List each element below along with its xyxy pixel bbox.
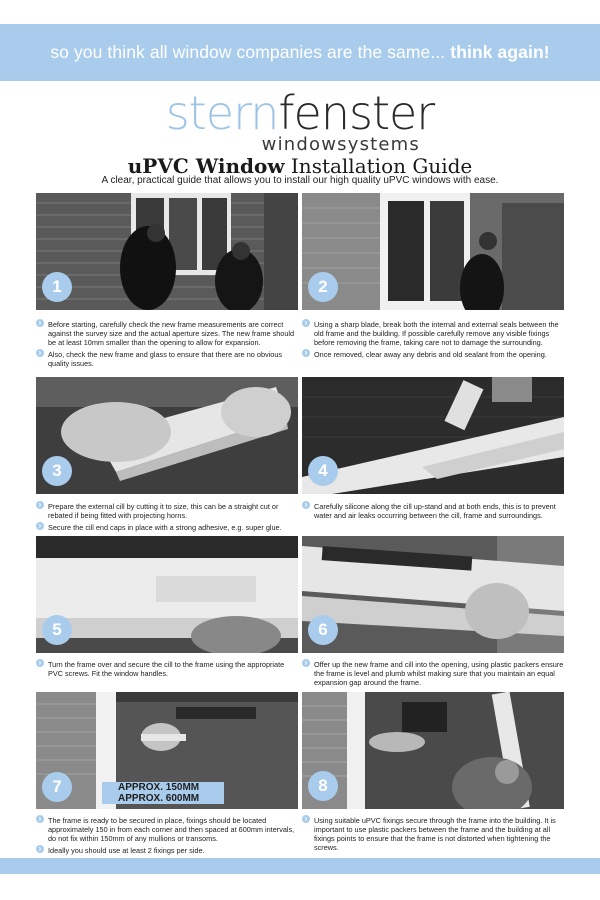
step-6-line-1: › Offer up the new frame and cill into the opening, using plastic packers ensure the frame is level and plumb whilst making sure that you maintain an equal expansion gap around the frame. bbox=[302, 660, 564, 687]
page-subtitle: A clear, practical guide that allows you to install our high quality uPVC windows with ease. bbox=[101, 175, 499, 186]
step-6-caption bbox=[302, 660, 564, 690]
step-8-badge: 8 bbox=[308, 771, 338, 801]
step-7-caption bbox=[36, 816, 298, 858]
step-5-photo bbox=[36, 536, 298, 653]
logo-part-1: stern bbox=[165, 86, 279, 140]
title-bold: uPVC Window bbox=[127, 154, 285, 178]
step-3-line-1: › Prepare the external cill by cutting it to size, this can be a straight cut or rebated if being fitted with projecting horns. bbox=[36, 502, 298, 520]
step-1-photo bbox=[36, 193, 298, 310]
step-2-caption bbox=[302, 320, 564, 362]
top-banner bbox=[0, 24, 600, 81]
step-7-badge: 7 bbox=[42, 772, 72, 802]
step-4-photo bbox=[302, 377, 564, 494]
title-rest: Installation Guide bbox=[290, 154, 473, 178]
step-3-caption bbox=[36, 502, 298, 535]
footer-band bbox=[0, 858, 600, 874]
step-6-badge: 6 bbox=[308, 615, 338, 645]
step-6-photo bbox=[302, 536, 564, 653]
step-1-line-2: › Also, check the new frame and glass to ensure that there are no obvious quality issues. bbox=[36, 350, 298, 368]
step-3-badge: 3 bbox=[42, 456, 72, 486]
step-7-line-1: › The frame is ready to be secured in place, fixings should be located approximately 150 in from each corner and then spaced at 600mm intervals, do not fix within 150mm of any mullions or transoms. bbox=[36, 816, 298, 843]
step-8-photo bbox=[302, 692, 564, 809]
step-8-line-1: › Using suitable uPVC fixings secure through the frame into the building. It is important to use plastic packers between the frame and the building at all fixings points to ensure that the frame is not distorted when tightening the screws. bbox=[302, 816, 564, 852]
logo-part-2: fenster bbox=[278, 86, 435, 140]
logo-subtitle: windowsystems bbox=[261, 134, 420, 155]
step-1-caption bbox=[36, 320, 298, 371]
step-8-caption bbox=[302, 816, 564, 855]
step-2-photo bbox=[302, 193, 564, 310]
brand-logo bbox=[0, 86, 600, 155]
step-4-caption bbox=[302, 502, 564, 523]
approx-measurement-label bbox=[102, 782, 224, 804]
banner-bold-text: think again! bbox=[450, 42, 550, 62]
step-3-line-2: › Secure the cill end caps in place with a strong adhesive, e.g. super glue. bbox=[36, 523, 298, 532]
step-2-line-2: › Once removed, clear away any debris and old sealant from the opening. bbox=[302, 350, 564, 359]
step-5-caption bbox=[36, 660, 298, 681]
step-1-badge: 1 bbox=[42, 272, 72, 302]
approx-600mm: APPROX. 600MM bbox=[118, 792, 200, 804]
step-3-photo bbox=[36, 377, 298, 494]
step-4-badge: 4 bbox=[308, 456, 338, 486]
banner-text: so you think all window companies are the same... bbox=[50, 42, 446, 62]
step-2-line-1: › Using a sharp blade, break both the internal and external seals between the old frame and the building. If possible carefully remove any visible fixings before removing the frame, taking care not to damage the surrounding. bbox=[302, 320, 564, 347]
step-7-line-2: › Ideally you should use at least 2 fixings per side. bbox=[36, 846, 298, 855]
step-5-badge: 5 bbox=[42, 615, 72, 645]
approx-150mm: APPROX. 150MM bbox=[118, 782, 200, 793]
step-2-badge: 2 bbox=[308, 272, 338, 302]
step-1-line-1: › Before starting, carefully check the new frame measurements are correct against the survey size and the actual aperture sizes. The new frame should be at least 10mm smaller than the opening to allow for expansion. bbox=[36, 320, 298, 347]
step-5-line-1: › Turn the frame over and secure the cill to the frame using the appropriate PVC screws. Fit the window handles. bbox=[36, 660, 298, 678]
step-4-line-1: › Carefully silicone along the cill up-stand and at both ends, this is to prevent water and air leaks occurring between the cill, frame and surroundings. bbox=[302, 502, 564, 520]
